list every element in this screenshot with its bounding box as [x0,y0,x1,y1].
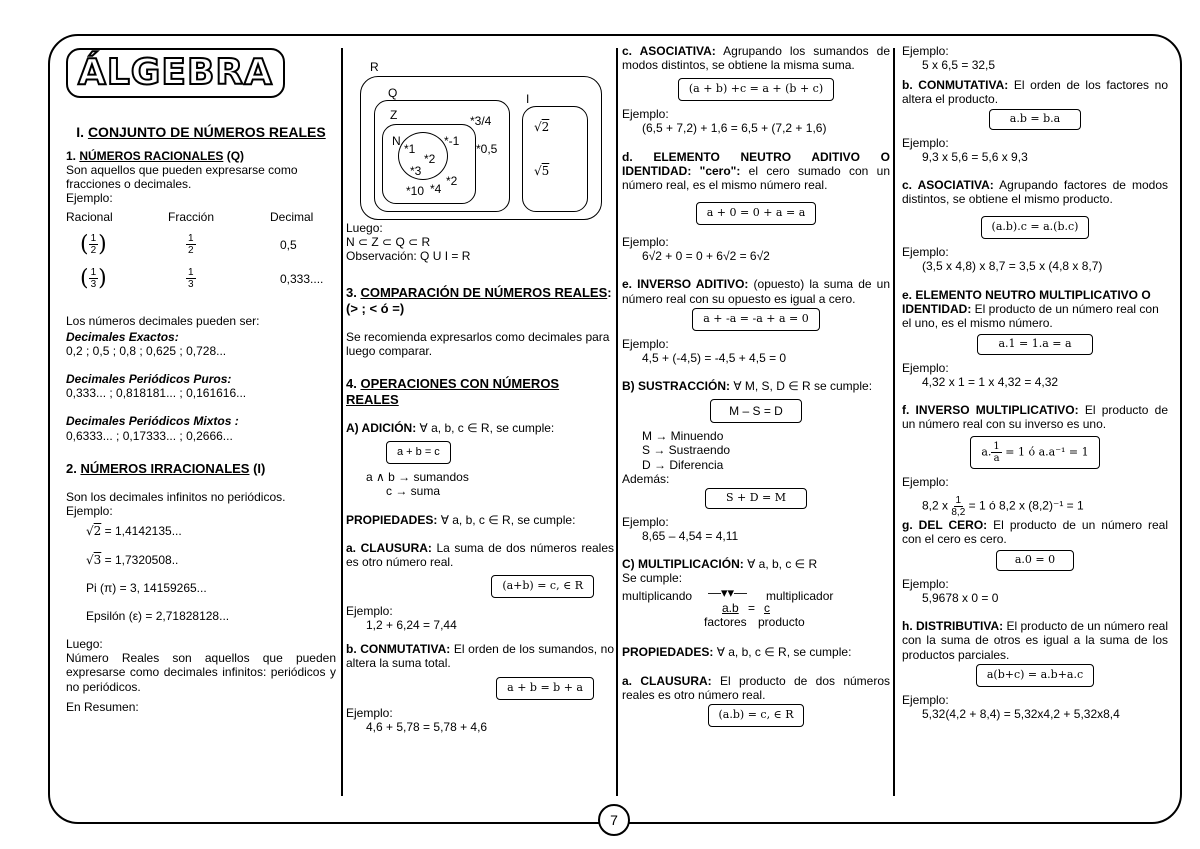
formula: (3,5 x 4,8) x 8,7 = 3,5 x (4,8 x 8,7) [922,259,1103,274]
formula-box: M – S = D [710,399,802,423]
formula-box: a + b = c [386,441,451,464]
paragraph: g. DEL CERO: El producto de un número real con el cero es cero. [902,517,1169,546]
venn-diagram: R Q Z N *1 *2 *3 *-1 *2 *10 *4 *3/4 *0,5 I √2 √5 [346,46,606,221]
example-label: Ejemplo: [902,44,949,58]
column-2 [346,44,614,734]
formula-box: S + D = M [705,488,807,509]
label: Decimales Periódicos Mixtos : [66,414,239,429]
set-label-r: R [370,60,379,74]
example-label: Ejemplo: [622,107,669,122]
set-label-q: Q [388,86,398,100]
set-label-z: Z [390,108,398,122]
values: 0,2 ; 0,5 ; 0,8 ; 0,625 ; 0,728... [66,343,227,358]
formula: 9,3 x 5,6 = 5,6 x 9,3 [922,149,1028,164]
label: En Resumen: [66,699,139,714]
formula: Pi (π) = 3, 14159265... [86,580,207,595]
paragraph: c. ASOCIATIVA: Agrupando factores de modos distintos, se obtiene el mismo producto. [902,177,1168,207]
paragraph: e. INVERSO ADITIVO: (opuesto) la suma de un número real con su opuesto es igual a cero. [622,277,890,306]
table-header: Decimal [270,209,314,224]
paragraph: Los números decimales pueden ser: [66,313,260,328]
table-cell: 0,333.... [280,271,324,286]
formula-box: a.1 = 1.a = a [977,334,1092,355]
table-cell: 0,5 [280,237,297,252]
formula: M → Minuendo [642,429,724,444]
formula-box: a.b = b.a [989,109,1081,130]
example-label: Ejemplo: [902,135,949,150]
formula: 4,6 + 5,78 = 5,78 + 4,6 [366,719,488,734]
formula-box: a + -a = -a + a = 0 [692,308,820,331]
set-label-n: N [392,134,401,148]
formula-box: a(b+c) = a.b+a.c [976,664,1094,687]
paragraph: C) MULTIPLICACIÓN: ∀ a, b, c ∈ R [622,557,818,572]
formula: a ∧ b → sumandos [366,470,469,485]
table-cell: $\frac{1}{3}$ [188,267,194,291]
paragraph: B) SUSTRACCIÓN: ∀ M, S, D ∈ R se cumple: [622,378,873,393]
subsection-heading: 1. NÚMEROS RACIONALES (Q) [66,148,245,163]
example-label: Ejemplo: [622,235,669,250]
formula: 5 x 6,5 = 32,5 [922,58,996,73]
paragraph: Son los decimales infinitos no periódicos. [66,490,286,505]
paragraph: PROPIEDADES: ∀ a, b, c ∈ R, se cumple: [346,512,576,527]
paragraph: Se recomienda expresarlos como decimales para luego comparar. [346,330,610,359]
example-label: Ejemplo: [66,191,113,206]
example-label: Ejemplo: [902,360,949,375]
formula: 4,5 + (-4,5) = -4,5 + 4,5 = 0 [642,350,787,365]
formula-box: (a.b) = c, ∈ R [708,704,805,727]
example-label: Ejemplo: [346,705,393,720]
example-label: Ejemplo: [902,577,949,591]
formula: 5,9678 x 0 = 0 [922,591,999,606]
paragraph: e. ELEMENTO NEUTRO MULTIPLICATIVO O IDENTIDAD: El producto de un número real con el uno, es el mismo número. [902,287,1159,330]
values: 0,6333... ; 0,17333... ; 0,2666... [66,428,233,443]
paragraph: a. CLAUSURA: La suma de dos números reales es otro número real. [346,540,615,569]
paragraph: b. CONMUTATIVA: El orden de los sumandos, no altera la suma total. [346,642,614,671]
formula-box: a. $\frac{1}{a}$ = 1 ó a.a⁻¹ = 1 [970,436,1099,469]
formula: 8,65 – 4,54 = 4,11 [642,529,739,543]
paragraph: b. CONMUTATIVA: El orden de los factores no altera el producto. [902,78,1168,107]
formula: √2 = 1,4142135... [86,524,182,539]
set-label-i: I [526,92,530,106]
label: Luego: [346,221,383,235]
multiplication-diagram: multiplicando ―▾▾― multiplicador a.b = c factores producto [622,585,834,630]
table-cell: ( $\frac{1}{3}$ ) [80,265,107,291]
example-label: Ejemplo: [902,474,949,489]
label: Decimales Periódicos Puros: [66,372,232,387]
example-label: Ejemplo: [346,603,393,618]
example-label: Ejemplo: [902,692,949,707]
paragraph: a. CLAUSURA: El producto de dos números reales es otro número real. [622,673,890,702]
formula: (6,5 + 7,2) + 1,6 = 6,5 + (7,2 + 1,6) [642,121,827,136]
subsection-heading: 2. NÚMEROS IRRACIONALES (I) [66,460,266,476]
formula: 4,32 x 1 = 1 x 4,32 = 4,32 [922,375,1059,390]
page-title: ÁLGEBRA [78,52,273,93]
section-heading: I. CONJUNTO DE NÚMEROS REALES [76,124,326,141]
label: Se cumple: [622,571,683,586]
column-3 [622,44,890,733]
column-divider [893,48,895,796]
subsection-heading: 4. OPERACIONES CON NÚMEROS REALES [346,376,560,407]
formula: 1,2 + 6,24 = 7,44 [366,618,457,633]
page-number: 7 [598,804,630,836]
formula: c → suma [386,484,441,499]
column-divider [341,48,343,796]
paragraph: PROPIEDADES: ∀ a, b, c ∈ R, se cumple: [622,645,852,660]
table-cell: $\frac{1}{2}$ [188,233,194,257]
paragraph: A) ADICIÓN: ∀ a, b, c ∈ R, se cumple: [346,421,555,436]
formula: S → Sustraendo [642,443,731,458]
column-divider [616,48,618,796]
formula: 6√2 + 0 = 0 + 6√2 = 6√2 [642,249,770,264]
formula: √3 = 1,7320508.. [86,552,179,567]
label: Además: [622,471,670,486]
values: 0,333... ; 0,818181... ; 0,161616... [66,386,247,401]
table-header: Racional [66,209,113,224]
formula-box: (a + b) +c = a + (b + c) [678,78,834,101]
title-banner [66,48,285,98]
label: Luego: [66,637,103,652]
formula-box: a + b = b + a [496,677,594,700]
formula: D → Diferencia [642,457,724,472]
paragraph: c. ASOCIATIVA: Agrupando los sumandos de modos distintos, se obtiene la misma suma. [622,44,890,73]
paragraph: Número Reales son aquellos que pueden expresarse como decimales infinitos: periódicos y no periódicos. [66,651,336,694]
paragraph: f. INVERSO MULTIPLICATIVO: El producto de un número real con su inverso es uno. [902,403,1168,432]
formula: N ⊂ Z ⊂ Q ⊂ R [346,235,431,250]
formula-box: a + 0 = 0 + a = a [696,202,817,225]
formula: Observación: Q U I = R [346,249,471,264]
example-label: Ejemplo: [902,245,949,260]
formula: 8,2 x $\frac{1}{8,2}$ = 1 ó 8,2 x (8,2)⁻¹ = 1 [922,494,1084,518]
example-label: Ejemplo: [66,504,113,519]
subsection-heading: 3. COMPARACIÓN DE NÚMEROS REALES: (> ; < ó =) [346,285,612,316]
paragraph: d. ELEMENTO NEUTRO ADITIVO O IDENTIDAD: "cero": el cero sumado con un número real, es el mismo número real. [622,149,890,192]
example-label: Ejemplo: [622,336,669,351]
table-cell: ( $\frac{1}{2}$ ) [80,231,107,257]
formula-box: a.0 = 0 [996,550,1074,571]
paragraph: Son aquellos que pueden expresarse como fracciones o decimales. [66,163,298,192]
formula: 5,32(4,2 + 8,4) = 5,32x4,2 + 5,32x8,4 [922,706,1120,721]
label: Decimales Exactos: [66,329,179,344]
formula-box: (a+b) = c, ∈ R [491,575,594,598]
column-1 [66,44,336,714]
column-4 [902,44,1168,721]
set-i-box [522,106,588,212]
rational-table [66,206,336,296]
section-title: CONJUNTO DE NÚMEROS REALES [87,124,326,141]
formula: Epsilón (ε) = 2,71828128... [86,608,230,623]
paragraph: h. DISTRIBUTIVA: El producto de un número real con la suma de otros es igual a la suma de los productos parciales. [902,619,1168,662]
example-label: Ejemplo: [622,514,669,529]
table-header: Fracción [168,209,215,224]
formula-box: (a.b).c = a.(b.c) [981,216,1090,239]
